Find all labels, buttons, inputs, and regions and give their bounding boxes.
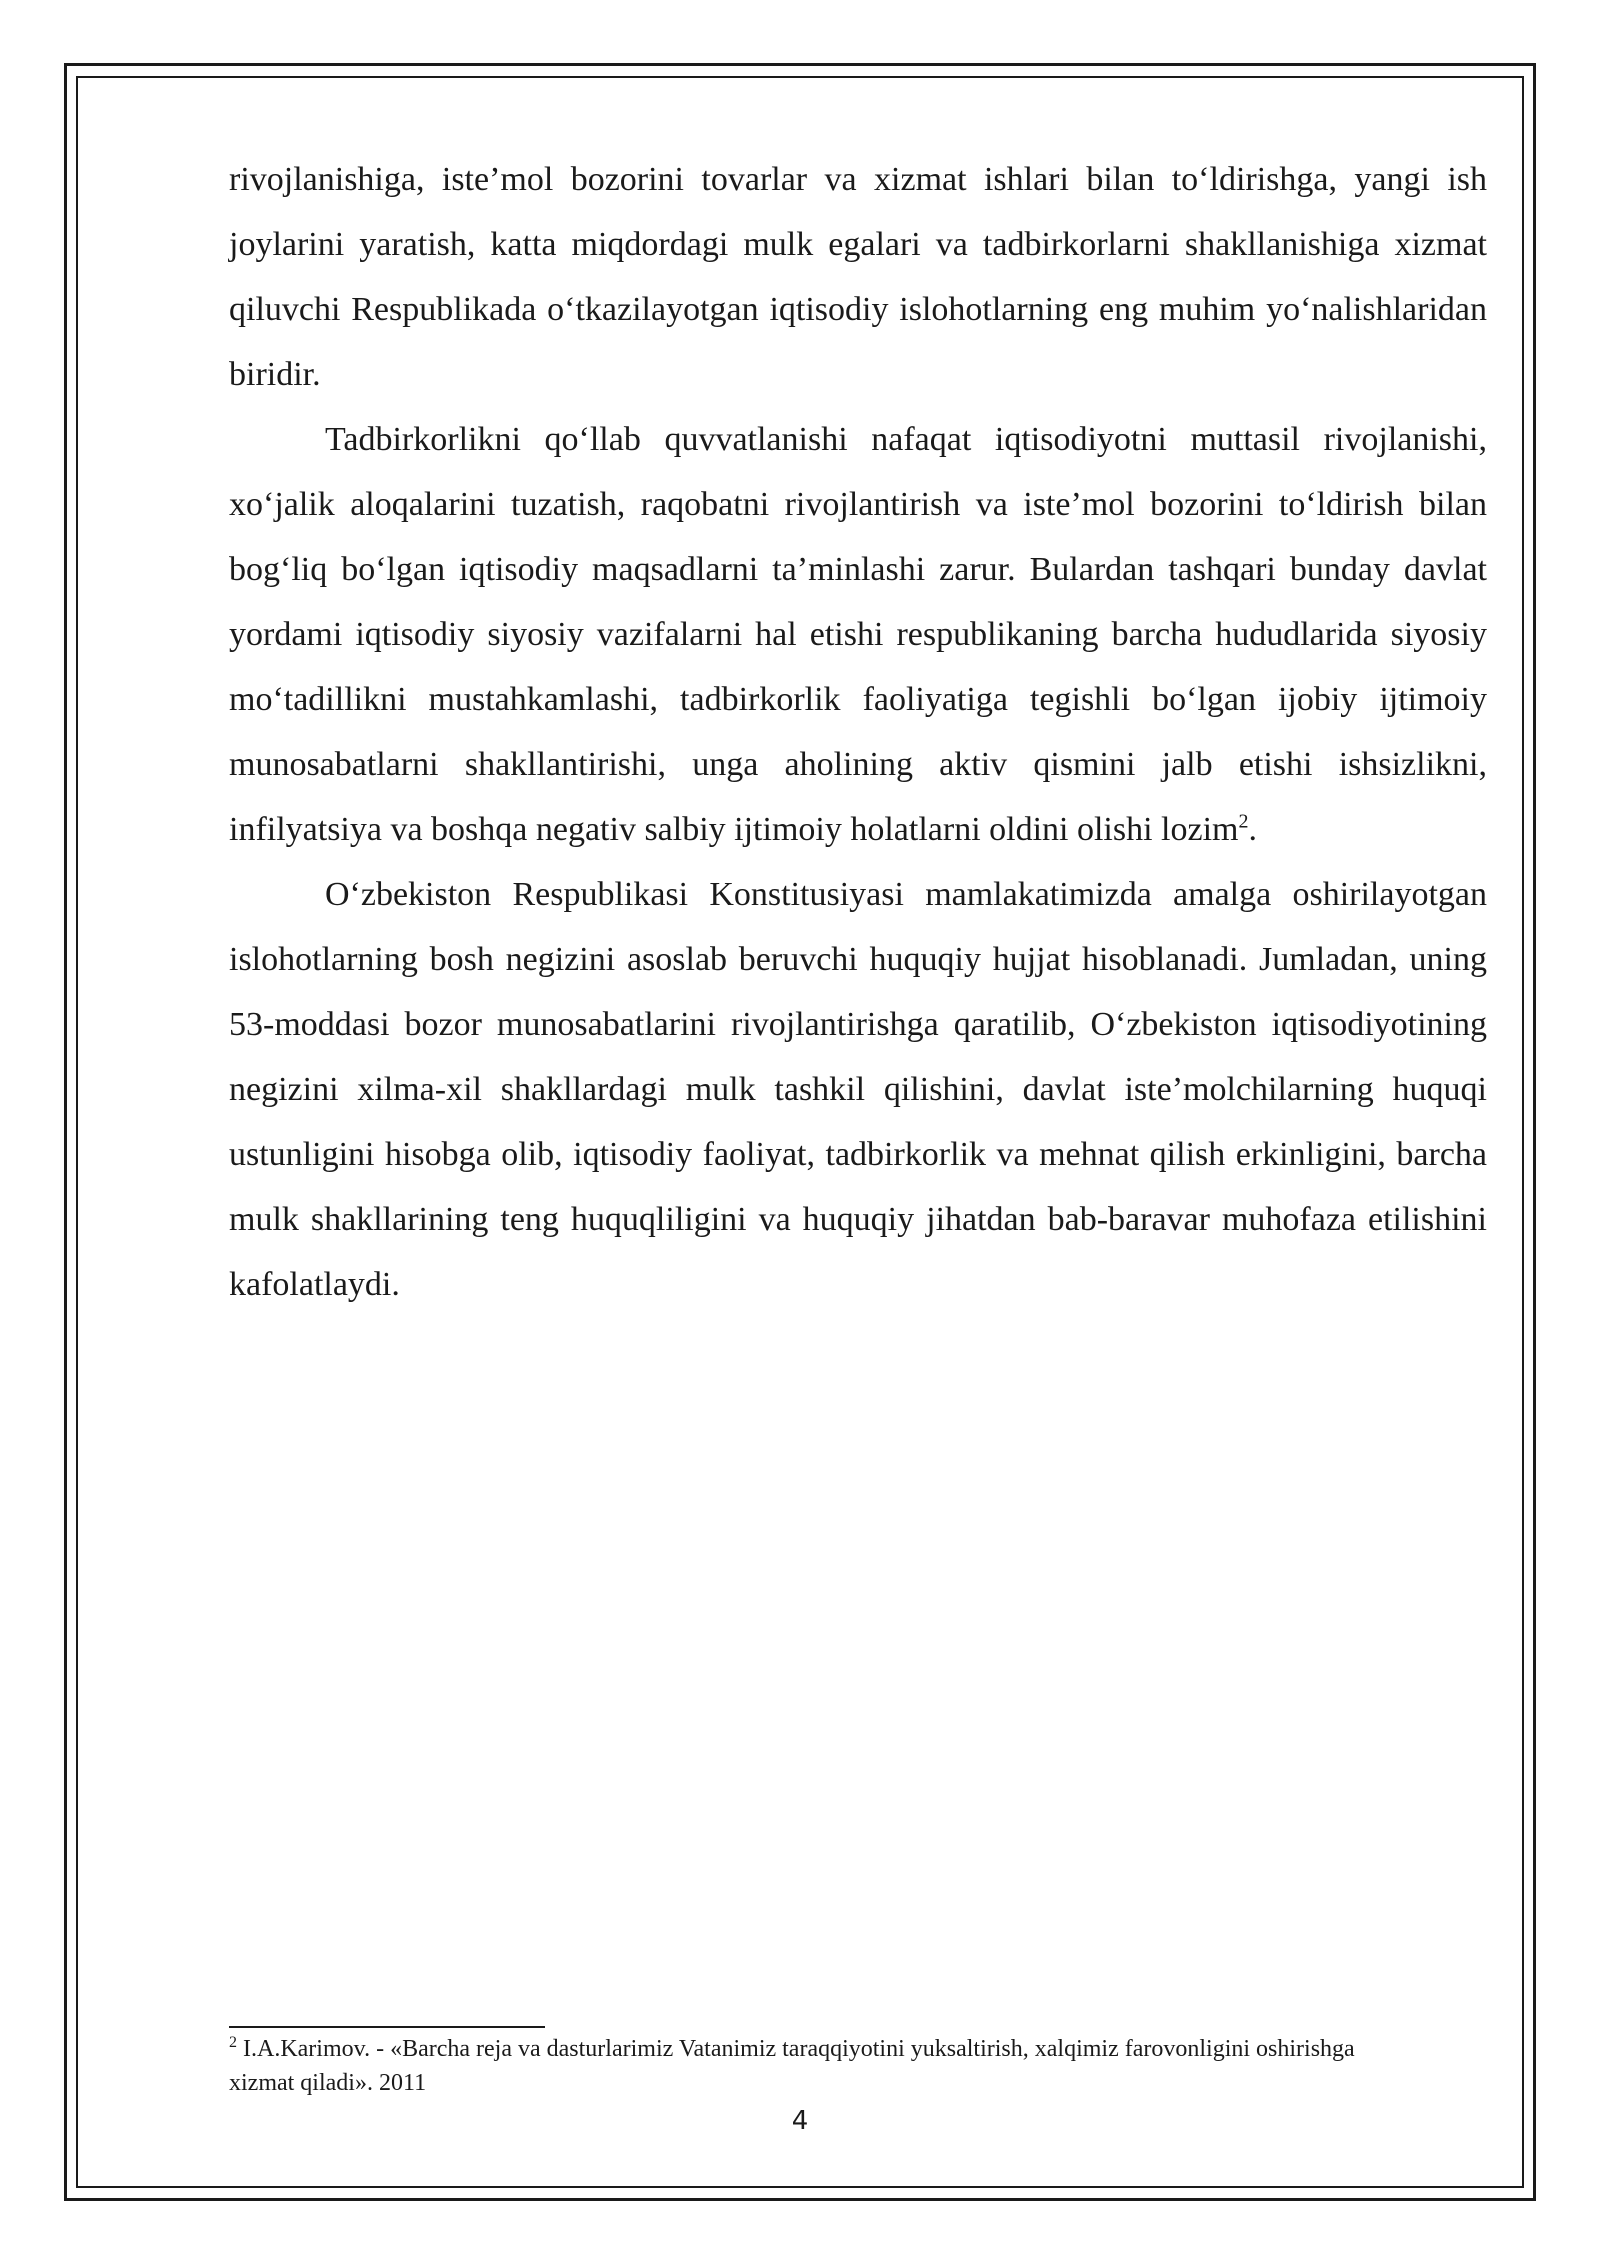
document-body [229, 147, 1487, 1317]
footnote-separator [229, 2026, 545, 2028]
footnote [229, 2032, 1409, 2100]
footnote-text: I.A.Karimov. - «Barcha reja va dasturlarimiz Vatanimiz taraqqiyotini yuksaltirish, xalqimiz farovonligini oshirishga xizmat qiladi». 2011 [229, 2036, 1355, 2096]
footnote-marker: 2 [229, 2034, 237, 2051]
paragraph-2 [229, 407, 1487, 862]
paragraph-1 [229, 147, 1487, 407]
paragraph-2-text: Tadbirkorlikni qo‘llab quvvatlanishi nafaqat iqtisodiyotni muttasil rivojlanishi, xo‘jalik aloqalarini tuzatish, raqobatni rivojlantirish va iste’mol bozorini to‘ldirish bilan bog‘liq bo‘lgan iqtisodiy maqsadlarni ta’minlashi zarur. Bulardan tashqari bunday davlat yordami iqtisodiy siyosiy vazifalarni hal etishi respublikaning barcha hududlarida siyosiy mo‘tadillikni mustahkamlashi, tadbirkorlik faoliyatiga tegishli bo‘lgan ijobiy ijtimoiy munosabatlarni shakllantirishi, unga aholining aktiv qismini jalb etishi ishsizlikni, infilyatsiya va boshqa negativ salbiy ijtimoiy holatlarni oldini olishi lozim [229, 421, 1487, 848]
paragraph-3 [229, 862, 1487, 1317]
footnote-reference[interactable]: 2 [1238, 810, 1249, 833]
paragraph-1-text: rivojlanishiga, iste’mol bozorini tovarlar va xizmat ishlari bilan to‘ldirishga, yangi ish joylarini yaratish, katta miqdordagi mulk egalari va tadbirkorlarni shakllanishiga xizmat qiluvchi Respublikada o‘tkazilayotgan iqtisodiy islohotlarning eng muhim yo‘nalishlaridan biridir. [229, 161, 1487, 393]
paragraph-2-tail: . [1248, 811, 1257, 848]
page-number: 4 [791, 2106, 809, 2136]
paragraph-3-text: O‘zbekiston Respublikasi Konstitusiyasi mamlakatimizda amalga oshirilayotgan islohotlarning bosh negizini asoslab beruvchi huquqiy hujjat hisoblanadi. Jumladan, uning 53-moddasi bozor munosabatlarini rivojlantirishga qaratilib, O‘zbekiston iqtisodiyotining negizini xilma-xil shakllardagi mulk tashkil qilishini, davlat iste’molchilarning huquqi ustunligini hisobga olib, iqtisodiy faoliyat, tadbirkorlik va mehnat qilish erkinligini, barcha mulk shakllarining teng huquqliligini va huquqiy jihatdan bab-baravar muhofaza etilishini kafolatlaydi. [229, 876, 1487, 1303]
